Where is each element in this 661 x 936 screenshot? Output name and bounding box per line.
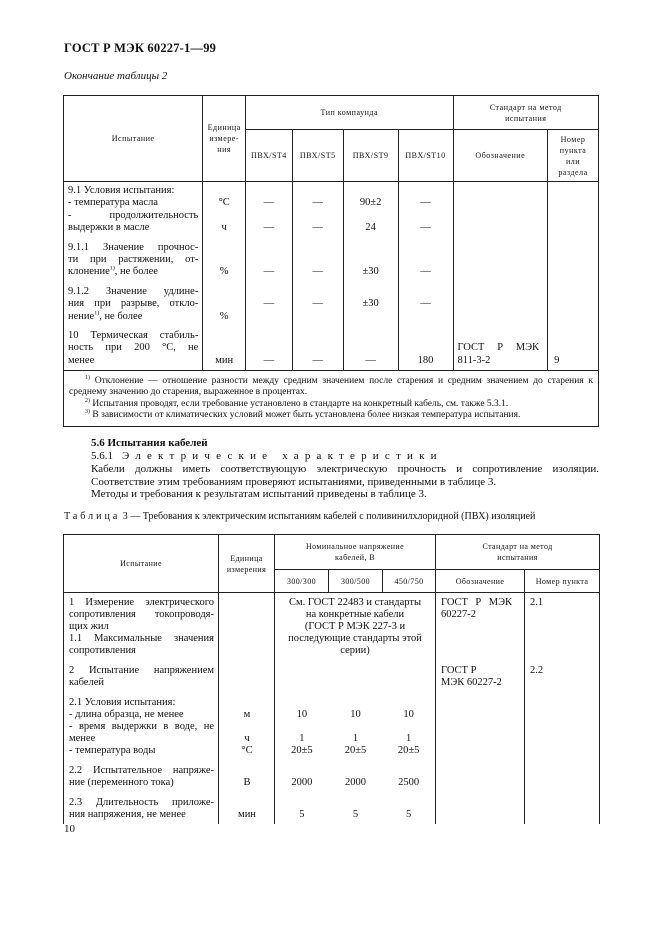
header-clause: Номер пункта bbox=[525, 570, 600, 593]
rated-voltage-values bbox=[275, 593, 436, 825]
page-number: 10 bbox=[64, 823, 75, 835]
paragraph-1: Кабели должны иметь соответствующую электрическую прочность и сопротивление изоляции. bbox=[91, 463, 599, 475]
table-3-caption: Таблица 3 — Требования к электрическим испытаниям кабелей с поливинилхлоридной (ПВХ) изоляцией bbox=[64, 511, 536, 522]
clause-column: 2.1 2.2 bbox=[525, 593, 600, 825]
compound-test-table bbox=[63, 95, 599, 427]
electrical-test-table bbox=[63, 534, 600, 824]
designation-column: ГОСТ Р МЭК 811-3-2 bbox=[453, 182, 548, 371]
test-conditions-column: 1 Измерение электрического сопротивления токопроводя- щих жил 1.1 Максимальные значения сопротивления 2 Испытание напряжением кабелей 2.1 Условия испытания: - длина образца, не менее - время выдержки в воде, не менее - температура воды 2.2 Испытательное напряже- ние (переменного тока) 2.3 Длительность приложе- ния напряжения, не менее bbox=[64, 593, 219, 825]
header-designation: Обозначение bbox=[436, 570, 525, 593]
header-designation: Обозначение bbox=[453, 130, 548, 182]
unit-column: °С ч % % мин bbox=[203, 182, 246, 371]
header-voltage-450-750: 450/750 bbox=[383, 570, 436, 593]
document-header: ГОСТ Р МЭК 60227-1—99 bbox=[64, 41, 217, 55]
voltage-300-500-column: 10 1 20±5 2000 5 bbox=[344, 709, 367, 820]
clause-column: 9 bbox=[548, 182, 599, 371]
header-st9: ПВХ/ST9 bbox=[343, 130, 398, 182]
unit-column: м ч °С В мин bbox=[219, 593, 275, 825]
paragraph-2: Соответствие этим требованиям проверяют испытаниями, приведенными в таблице 3. bbox=[91, 476, 497, 488]
header-rated-voltage: Номинальное напряжение кабелей, В bbox=[275, 535, 436, 570]
table-continuation-caption: Окончание таблицы 2 bbox=[64, 70, 168, 82]
st9-column: 90±2 24 ±30 ±30 — bbox=[343, 182, 398, 371]
header-st4: ПВХ/ST4 bbox=[246, 130, 293, 182]
header-voltage-300-500: 300/500 bbox=[329, 570, 383, 593]
subsection-heading: 5.6.1 Электрические характеристики bbox=[91, 450, 443, 462]
table-footnotes: $^{1)}$ Отклонение — отношение разности между средним значением после старения и средним значением до старения к среднему значению до старения, выраженное в процентах. $^{2)}$ Испытания проводят, если требование установлено в стандарте на конкретный кабель, см. также 5.3.1. $^{3)}$ В зависимости от климатических условий может быть установлена более низкая температура испытания. bbox=[64, 371, 599, 427]
header-unit: Единица измерения bbox=[219, 535, 275, 593]
paragraph-3: Методы и требования к результатам испытаний приведены в таблице 3. bbox=[91, 488, 427, 500]
voltage-300-300-column: 10 1 20±5 2000 5 bbox=[291, 709, 313, 820]
st4-column: — — — — — bbox=[246, 182, 293, 371]
header-clause: Номер пункта или раздела bbox=[548, 130, 599, 182]
resistance-reference: См. ГОСТ 22483 и стандарты на конкретные кабели (ГОСТ Р МЭК 227-3 и последующие стандарты этой серии) bbox=[288, 597, 422, 656]
section-title: 5.6 Испытания кабелей bbox=[91, 437, 208, 449]
header-unit: Единица измере- ния bbox=[203, 96, 246, 182]
st5-column: — — — — — bbox=[292, 182, 343, 371]
header-voltage-300-300: 300/300 bbox=[275, 570, 329, 593]
st10-column: — — — — 180 bbox=[398, 182, 453, 371]
header-test: Испытание bbox=[64, 96, 203, 182]
designation-column: ГОСТ Р МЭК 60227-2 ГОСТ Р МЭК 60227-2 bbox=[436, 593, 525, 825]
voltage-450-750-column: 10 1 20±5 2500 5 bbox=[397, 709, 420, 820]
header-test-method-standard: Стандарт на метод испытания bbox=[436, 535, 600, 570]
header-test: Испытание bbox=[64, 535, 219, 593]
header-test-method-standard: Стандарт на метод испытания bbox=[453, 96, 599, 130]
header-st10: ПВХ/ST10 bbox=[398, 130, 453, 182]
test-conditions-column: 9.1 Условия испытания: - температура масла - продолжительность выдержки в масле 9.1.1 Значение прочнос- ти при растяжении, от- клонение$^{1)}$, не более 9.1.2 Значение удлине- ния при разрыве, откло- нение$^{1)}$, не более 10 Термическая стабиль- ность при 200 °С, не менее bbox=[64, 182, 203, 371]
header-st5: ПВХ/ST5 bbox=[292, 130, 343, 182]
header-compound-type: Тип компаунда bbox=[246, 96, 453, 130]
